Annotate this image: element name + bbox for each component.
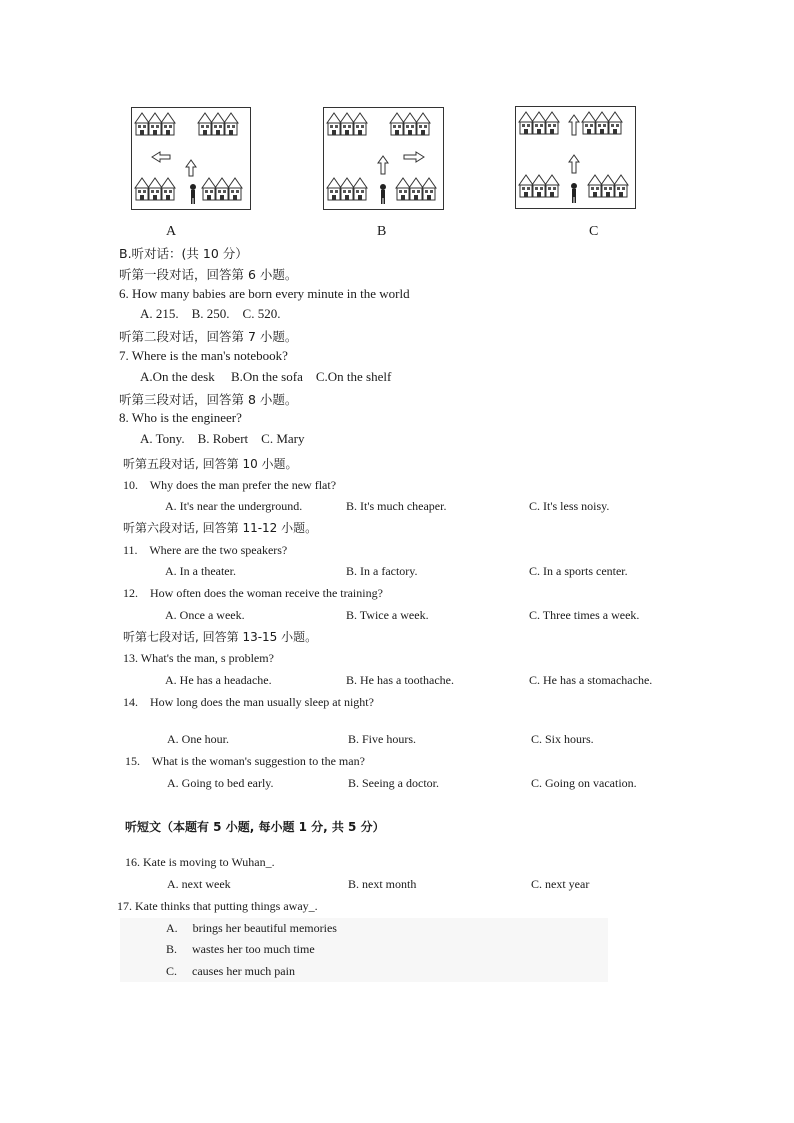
question-14-option-c: C. Six hours. <box>531 732 594 746</box>
dialog7-instruction: 听第七段对话, 回答第 13-15 小题。 <box>123 630 318 644</box>
question-17-option-c: C. causes her much pain <box>166 964 295 978</box>
question-14-option-a: A. One hour. <box>167 732 229 746</box>
question-14-option-b: B. Five hours. <box>348 732 417 746</box>
question-10-option-b: B. It's much cheaper. <box>346 499 447 513</box>
question-17-option-a: A. brings her beautiful memories <box>166 921 337 935</box>
question-12: 12. How often does the woman receive the training? <box>123 586 383 600</box>
question-17-option-b: B. wastes her too much time <box>166 942 315 956</box>
question-14: 14. How long does the man usually sleep at night? <box>123 695 374 709</box>
question-6: 6. How many babies are born every minute in the world <box>119 286 410 301</box>
picture-label-b: B <box>377 224 387 239</box>
question-11-option-c: C. In a sports center. <box>529 564 628 578</box>
picture-label-a: A <box>166 224 177 239</box>
question-7-options: A.On the desk B.On the sofa C.On the shelf <box>140 369 392 384</box>
question-7: 7. Where is the man's notebook? <box>119 348 288 363</box>
picture-label-c: C <box>589 224 599 239</box>
question-11: 11. Where are the two speakers? <box>123 543 288 557</box>
question-15: 15. What is the woman's suggestion to the man? <box>125 754 365 768</box>
question-11-option-b: B. In a factory. <box>346 564 418 578</box>
question-6-options: A. 215. B. 250. C. 520. <box>140 306 281 321</box>
dialog5-instruction: 听第五段对话, 回答第 10 小题。 <box>123 457 298 471</box>
question-13: 13. What's the man, s problem? <box>123 651 274 665</box>
question-15-option-b: B. Seeing a doctor. <box>348 776 439 790</box>
question-13-option-b: B. He has a toothache. <box>346 673 454 687</box>
question-16-option-b: B. next month <box>348 877 417 891</box>
question-10: 10. Why does the man prefer the new flat? <box>123 478 337 492</box>
dialog3-instruction: 听第三段对话，回答第 8 小题。 <box>119 392 298 407</box>
question-15-option-c: C. Going on vacation. <box>531 776 637 790</box>
question-13-option-c: C. He has a stomachache. <box>529 673 653 687</box>
question-15-option-a: A. Going to bed early. <box>167 776 274 790</box>
map-picture-b <box>323 107 444 210</box>
question-11-option-a: A. In a theater. <box>165 564 236 578</box>
question-17: 17. Kate thinks that putting things away_. <box>117 899 318 913</box>
dialog1-instruction: 听第一段对话，回答第 6 小题。 <box>119 267 298 282</box>
question-12-option-c: C. Three times a week. <box>529 608 640 622</box>
question-8: 8. Who is the engineer? <box>119 410 242 425</box>
question-12-option-b: B. Twice a week. <box>346 608 429 622</box>
question-16-option-c: C. next year <box>531 877 590 891</box>
question-10-option-c: C. It's less noisy. <box>529 499 610 513</box>
question-10-option-a: A. It's near the underground. <box>165 499 303 513</box>
question-16-option-a: A. next week <box>167 877 231 891</box>
question-13-option-a: A. He has a headache. <box>165 673 272 687</box>
map-picture-a <box>131 107 251 210</box>
question-16: 16. Kate is moving to Wuhan_. <box>125 855 275 869</box>
map-picture-c <box>515 106 636 209</box>
section-b-heading: B.听对话：(共 10 分） <box>119 246 248 261</box>
dialog6-instruction: 听第六段对话, 回答第 11-12 小题。 <box>123 521 318 535</box>
question-12-option-a: A. Once a week. <box>165 608 245 622</box>
dialog2-instruction: 听第二段对话，回答第 7 小题。 <box>119 329 298 344</box>
passage-heading: 听短文（本题有 5 小题, 每小题 1 分, 共 5 分） <box>125 820 385 834</box>
question-8-options: A. Tony. B. Robert C. Mary <box>140 431 305 446</box>
